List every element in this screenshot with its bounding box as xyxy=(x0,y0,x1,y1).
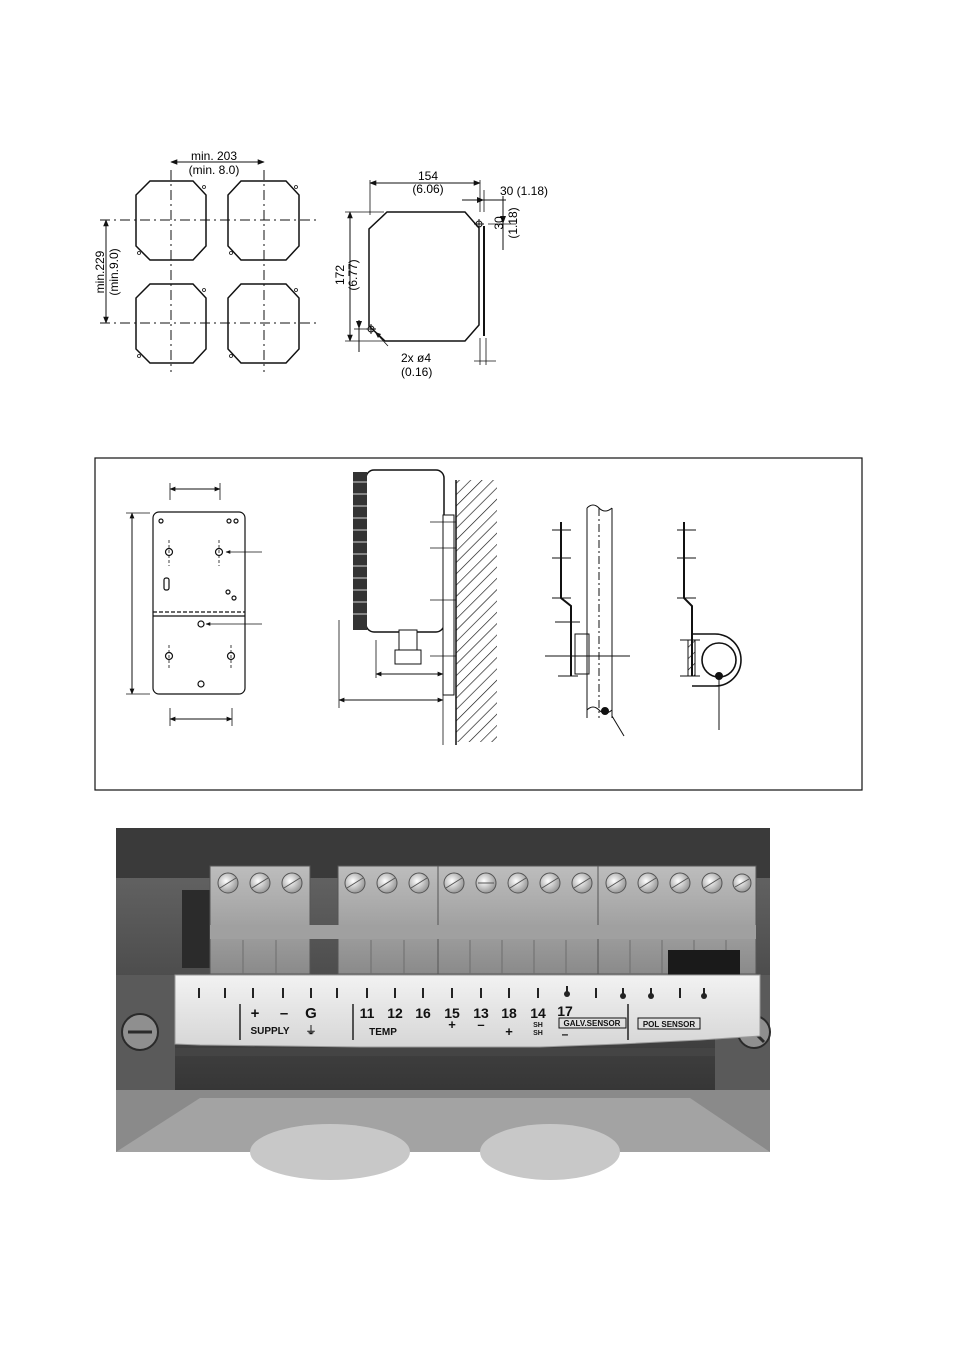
terminal-15: 15 xyxy=(444,1005,460,1021)
sh-label-2: SH xyxy=(533,1030,543,1037)
temp-minus-a: – xyxy=(477,1017,485,1032)
sh-label-1: SH xyxy=(533,1022,543,1029)
holes-label-in: (0.16) xyxy=(401,365,433,379)
terminal-14: 14 xyxy=(530,1005,546,1021)
housing-width-label-in: (6.06) xyxy=(412,182,444,196)
ground-symbol: ⏚ xyxy=(305,1025,317,1037)
offset-v-label: 30 xyxy=(492,216,506,230)
terminal-13: 13 xyxy=(473,1005,489,1021)
temp-label: TEMP xyxy=(369,1027,397,1038)
spacing-width-label-in: (min. 8.0) xyxy=(188,163,240,177)
housing-height-label: 172 xyxy=(333,264,347,286)
galv-sensor-label: GALV.SENSOR xyxy=(563,1019,621,1028)
holes-label: 2x ø4 xyxy=(401,351,432,365)
terminal-16: 16 xyxy=(415,1005,431,1021)
supply-ground: G xyxy=(305,1005,317,1022)
spacing-height-label: min.229 xyxy=(93,250,107,294)
spacing-width-label: min. 203 xyxy=(190,149,238,163)
housing-width-label: 154 xyxy=(417,169,439,183)
terminal-18: 18 xyxy=(501,1005,517,1021)
spacing-height-label-in: (min.9.0) xyxy=(107,248,121,296)
offset-label: 30 (1.18) xyxy=(500,184,549,198)
terminal-12: 12 xyxy=(387,1005,403,1021)
terminal-17: 17 xyxy=(557,1003,573,1019)
supply-plus: + xyxy=(250,1005,260,1022)
pol-sensor-label: POL SENSOR xyxy=(642,1020,696,1029)
temp-plus-a: + xyxy=(448,1017,456,1032)
supply-label: SUPPLY xyxy=(250,1026,290,1037)
offset-v-label-in: (1.18) xyxy=(506,207,520,239)
housing-height-label-in: (6.77) xyxy=(346,259,360,291)
temp-plus-b: + xyxy=(505,1024,513,1039)
supply-minus: – xyxy=(279,1005,289,1022)
galv-minus: – xyxy=(561,1027,569,1041)
terminal-11: 11 xyxy=(359,1005,375,1021)
